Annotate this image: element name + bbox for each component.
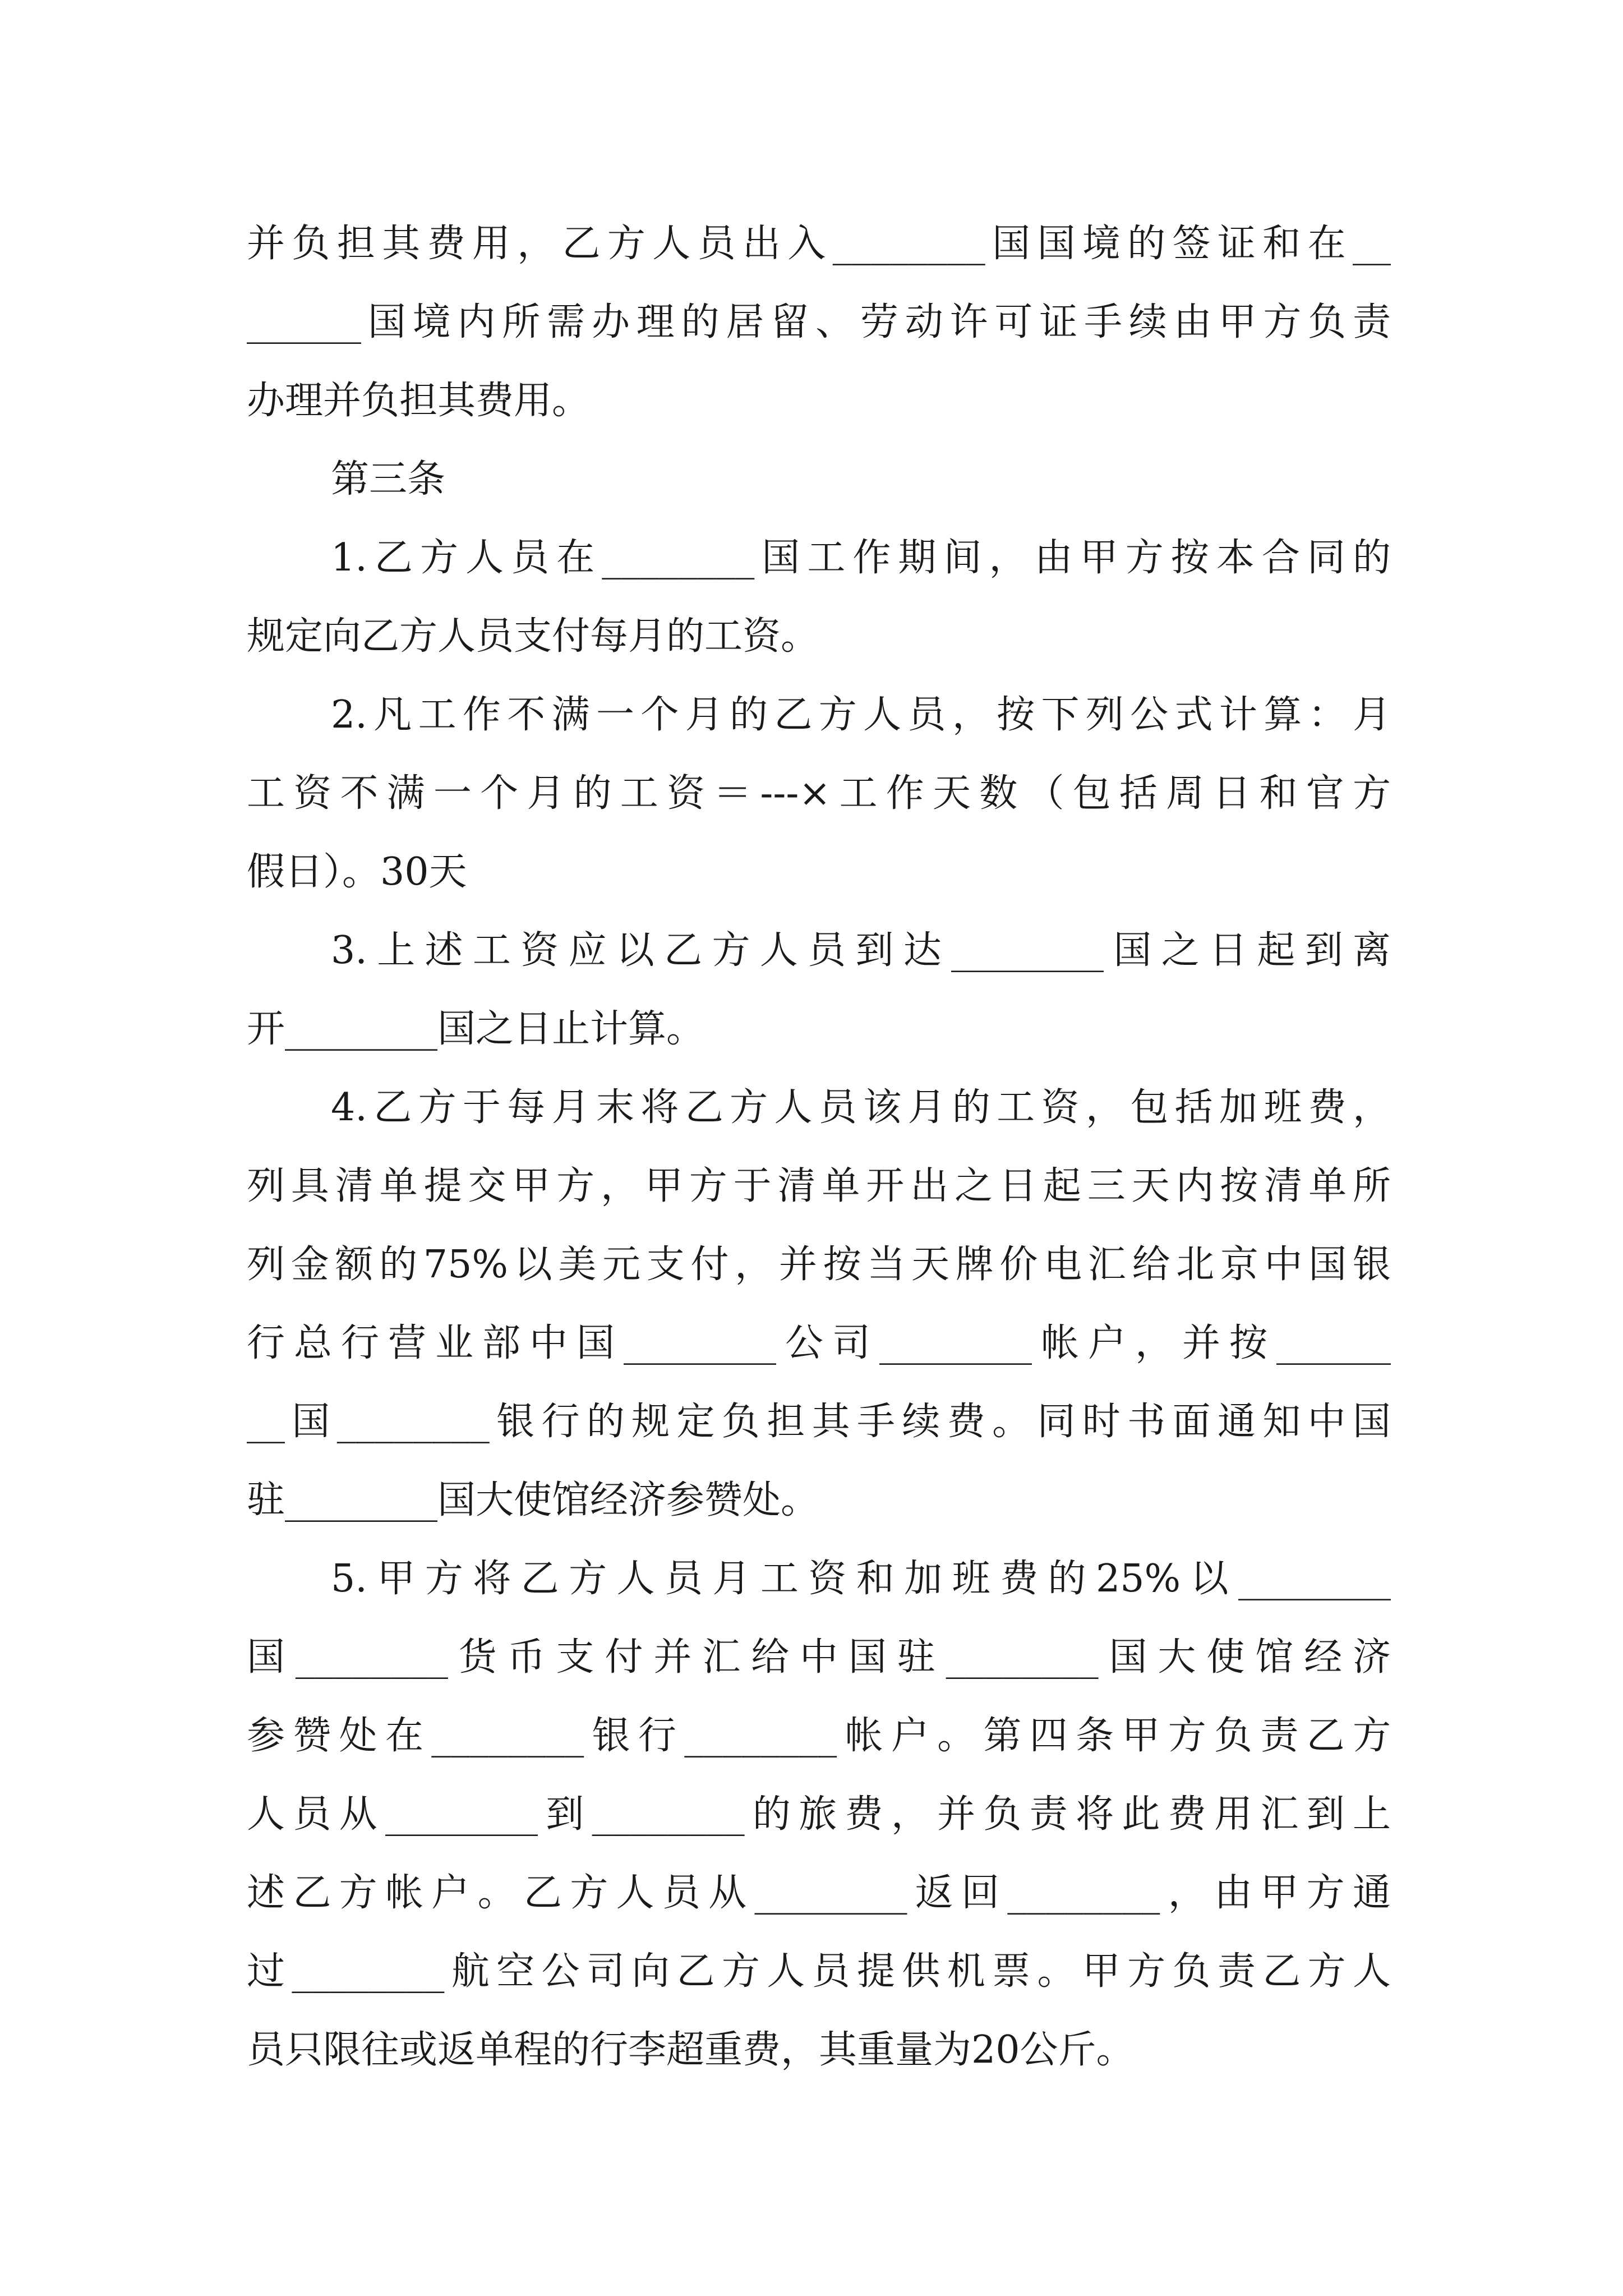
text-line: 假日）。30天: [247, 850, 467, 894]
text-line: 5.甲方将乙方人员月工资和加班费的25%以________: [331, 1557, 1391, 1601]
text-line: 工资不满一个月的工资＝---×工作天数（包括周日和官方: [247, 771, 1391, 816]
text-line: __国________银行的规定负担其手续费。同时书面通知中国: [247, 1400, 1391, 1444]
text-line: 员只限往或返单程的行李超重费，其重量为20公斤。: [247, 2028, 1135, 2072]
text-line: 2.凡工作不满一个月的乙方人员，按下列公式计算：月: [331, 693, 1391, 737]
text-line: ______国境内所需办理的居留、劳动许可证手续由甲方负责: [247, 300, 1391, 344]
text-line: 参赞处在________银行________帐户。第四条甲方负责乙方: [247, 1714, 1391, 1758]
text-line: 列具清单提交甲方，甲方于清单开出之日起三天内按清单所: [247, 1164, 1391, 1208]
text-line: 开________国之日止计算。: [247, 1007, 705, 1051]
text-line: 3.上述工资应以乙方人员到达________国之日起到离: [331, 928, 1391, 973]
section-heading: 第三条: [331, 457, 446, 501]
text-line: 人员从________到________的旅费，并负责将此费用汇到上: [247, 1792, 1391, 1837]
text-line: 4.乙方于每月末将乙方人员该月的工资，包括加班费，: [331, 1085, 1391, 1130]
text-line: 列金额的75%以美元支付，并按当天牌价电汇给北京中国银: [247, 1243, 1391, 1287]
text-line: 过________航空公司向乙方人员提供机票。甲方负责乙方人: [247, 1949, 1391, 1994]
text-line: 驻________国大使馆经济参赞处。: [247, 1478, 819, 1522]
text-line: 办理并负担其费用。: [247, 379, 591, 423]
text-line: 1.乙方人员在________国工作期间，由甲方按本合同的: [331, 536, 1391, 580]
text-line: 述乙方帐户。乙方人员从________返回________，由甲方通: [247, 1871, 1391, 1915]
text-line: 并负担其费用，乙方人员出入________国国境的签证和在__: [247, 222, 1391, 266]
text-line: 国________货币支付并汇给中国驻________国大使馆经济: [247, 1635, 1391, 1680]
text-line: 规定向乙方人员支付每月的工资。: [247, 614, 819, 659]
text-line: 行总行营业部中国________公司________帐户，并按______: [247, 1321, 1391, 1365]
